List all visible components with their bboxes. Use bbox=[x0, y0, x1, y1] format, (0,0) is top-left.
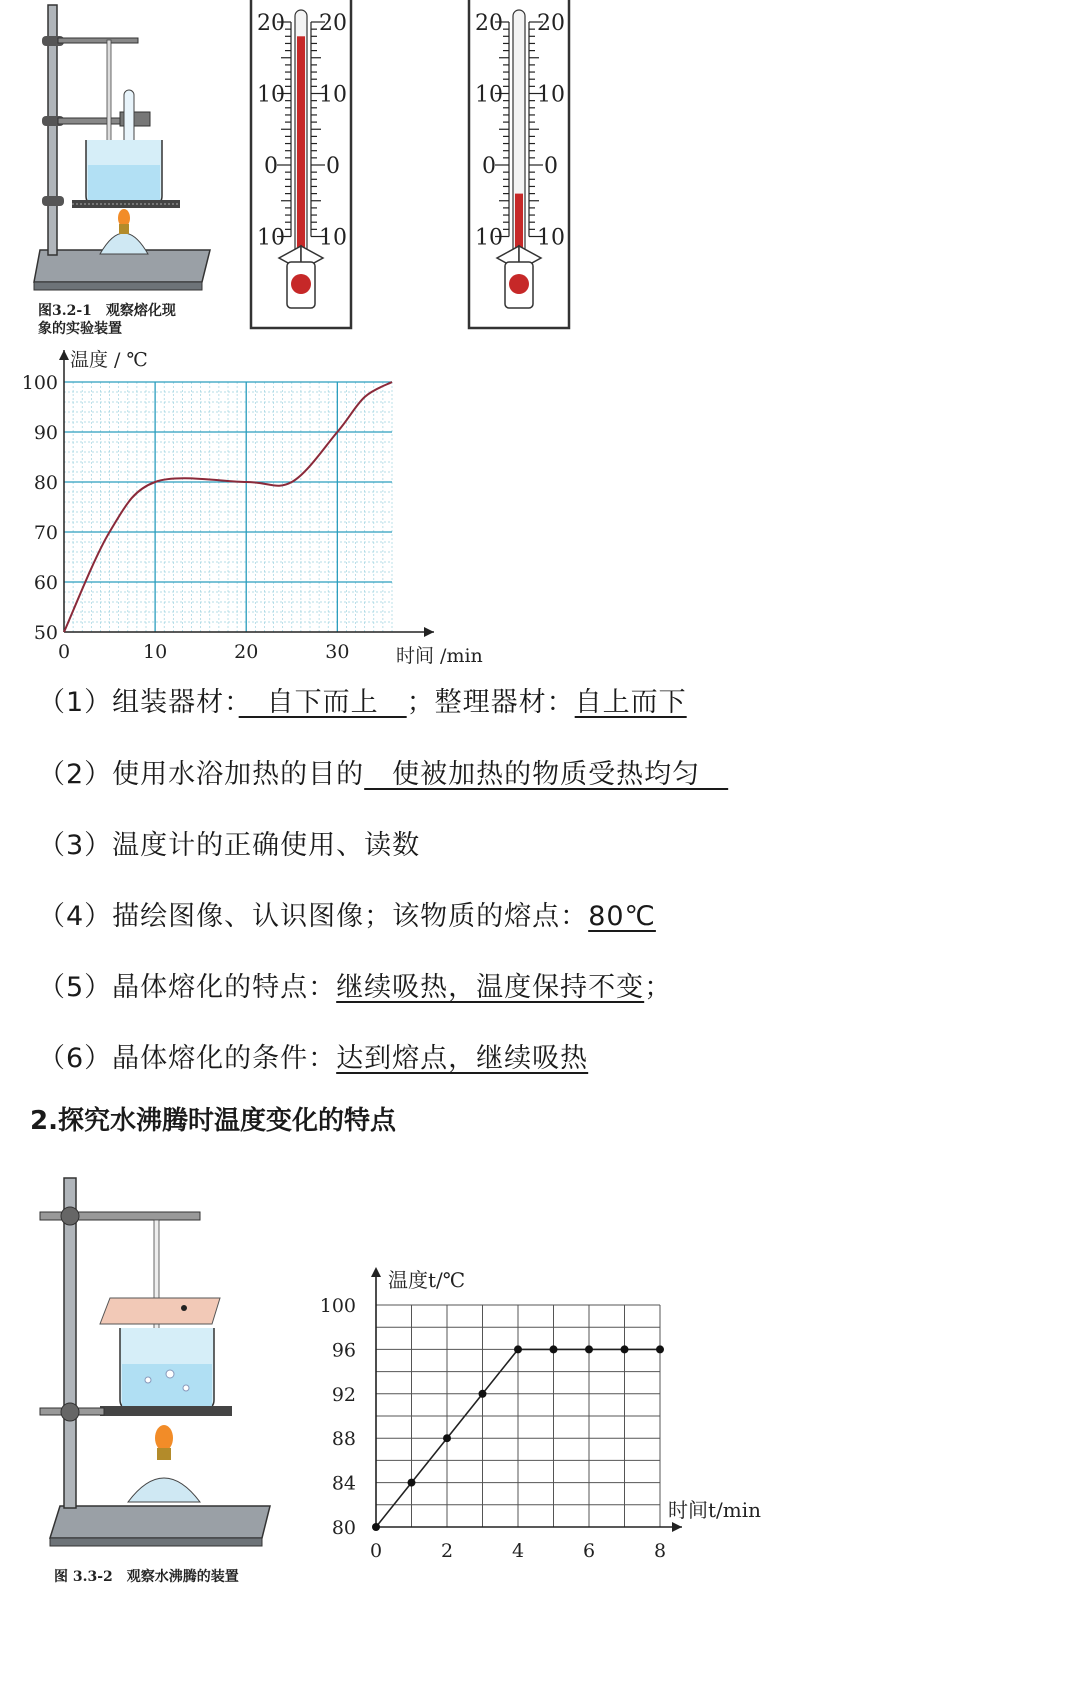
scale-label-left: 20 bbox=[257, 11, 285, 36]
data-point bbox=[479, 1390, 487, 1398]
data-point bbox=[550, 1345, 558, 1353]
y-tick-label: 60 bbox=[33, 572, 58, 594]
scale-label-left: 20 bbox=[475, 11, 503, 36]
point-6 bbox=[38, 1036, 588, 1075]
x-axis-arrow bbox=[672, 1522, 682, 1532]
y-axis-arrow bbox=[59, 350, 69, 360]
boiling-apparatus-figure bbox=[30, 1168, 290, 1694]
scale-label-left: 10 bbox=[257, 82, 285, 108]
y-tick-label: 70 bbox=[33, 522, 58, 544]
y-tick-label: 80 bbox=[33, 472, 58, 494]
point-1-mid: ；整理器材： bbox=[406, 687, 575, 718]
point-3-label: （3）温度计的正确使用、读数 bbox=[38, 830, 421, 861]
point-4-answer: 80℃ bbox=[588, 901, 656, 932]
x-tick-label: 30 bbox=[325, 641, 350, 663]
scale-label-left: 0 bbox=[264, 154, 278, 179]
melting-apparatus-illustration bbox=[28, 0, 218, 300]
boiling-curve-chart bbox=[310, 1255, 790, 1694]
boiling-apparatus-illustration bbox=[30, 1168, 290, 1568]
x-tick-label: 20 bbox=[234, 641, 259, 663]
point-1-answer-dismantle: 自上而下 bbox=[574, 687, 687, 718]
point-1-label: （1）组装器材： bbox=[38, 687, 239, 718]
thermometer-left bbox=[251, 0, 351, 328]
figure2-caption: 图 3.3-2 观察水沸腾的装置 bbox=[54, 1569, 239, 1585]
scale-label-left: 10 bbox=[257, 225, 285, 251]
point-3 bbox=[38, 823, 420, 862]
y-tick-label: 80 bbox=[331, 1517, 356, 1539]
thermometer-pair bbox=[245, 0, 585, 340]
x-axis-arrow bbox=[424, 627, 434, 637]
point-6-label: （6）晶体熔化的条件： bbox=[38, 1043, 337, 1074]
point-5-label: （5）晶体熔化的特点： bbox=[38, 972, 337, 1003]
x-tick-label: 4 bbox=[511, 1540, 525, 1562]
scale-label-left: 10 bbox=[475, 225, 503, 251]
point-1 bbox=[38, 680, 687, 719]
data-point bbox=[372, 1523, 380, 1531]
scale-label-right: 10 bbox=[537, 225, 565, 251]
scale-label-right: 10 bbox=[537, 82, 565, 108]
scale-label-right: 0 bbox=[326, 154, 340, 179]
data-point bbox=[408, 1479, 416, 1487]
point-6-answer: 达到熔点，继续吸热 bbox=[336, 1043, 589, 1074]
figure1-caption-line1: 图3.2-1 观察熔化现 bbox=[38, 303, 176, 319]
scale-label-right: 20 bbox=[319, 11, 347, 36]
point-2-answer: 使被加热的物质受热均匀 bbox=[364, 759, 729, 790]
y-tick-label: 100 bbox=[319, 1295, 356, 1317]
scale-label-right: 10 bbox=[319, 82, 347, 108]
figure1-caption-line2: 象的实验装置 bbox=[38, 321, 122, 337]
melting-curve-chart bbox=[20, 342, 490, 672]
x-tick-label: 10 bbox=[143, 641, 168, 663]
thermometer-bulb bbox=[291, 274, 311, 294]
liquid-column bbox=[297, 36, 305, 272]
x-tick-label: 0 bbox=[57, 641, 71, 663]
y-tick-label: 88 bbox=[331, 1428, 356, 1451]
y-tick-label: 50 bbox=[33, 622, 58, 644]
point-2-label: （2）使用水浴加热的目的 bbox=[38, 759, 365, 790]
y-axis-title: 温度t/℃ bbox=[388, 1268, 466, 1292]
x-tick-label: 8 bbox=[653, 1540, 667, 1562]
thermometer-right bbox=[469, 0, 569, 328]
scale-label-right: 10 bbox=[319, 225, 347, 251]
y-tick-label: 96 bbox=[331, 1339, 356, 1362]
y-tick-label: 92 bbox=[331, 1383, 356, 1406]
y-tick-label: 84 bbox=[331, 1472, 356, 1495]
scale-label-right: 0 bbox=[544, 154, 558, 179]
section2-title: 2.探究水沸腾时温度变化的特点 bbox=[30, 1106, 396, 1136]
point-5-answer: 继续吸热，温度保持不变 bbox=[336, 972, 645, 1003]
data-point bbox=[585, 1345, 593, 1353]
y-tick-label: 100 bbox=[21, 372, 58, 394]
point-4 bbox=[38, 894, 656, 933]
y-tick-label: 90 bbox=[33, 422, 58, 444]
scale-label-right: 20 bbox=[537, 11, 565, 36]
scale-label-left: 0 bbox=[482, 154, 496, 179]
x-tick-label: 6 bbox=[582, 1540, 596, 1562]
x-axis-title: 时间 /min bbox=[396, 645, 483, 667]
x-tick-label: 0 bbox=[369, 1540, 383, 1562]
point-1-answer-assemble: 自下而上 bbox=[238, 687, 407, 718]
y-axis-arrow bbox=[371, 1267, 381, 1277]
scale-label-left: 10 bbox=[475, 82, 503, 108]
thermometer-bulb bbox=[509, 274, 529, 294]
data-point bbox=[621, 1345, 629, 1353]
point-5-tail: ； bbox=[644, 972, 673, 1003]
point-5 bbox=[38, 965, 672, 1004]
x-tick-label: 2 bbox=[440, 1540, 454, 1562]
point-4-label: （4）描绘图像、认识图像；该物质的熔点： bbox=[38, 901, 589, 932]
point-2 bbox=[38, 752, 728, 791]
data-point bbox=[656, 1345, 664, 1353]
data-point bbox=[514, 1345, 522, 1353]
melting-apparatus-figure bbox=[28, 0, 218, 340]
y-axis-title: 温度 / ℃ bbox=[70, 349, 148, 371]
x-axis-title: 时间t/min bbox=[668, 1498, 762, 1522]
data-point bbox=[443, 1434, 451, 1442]
